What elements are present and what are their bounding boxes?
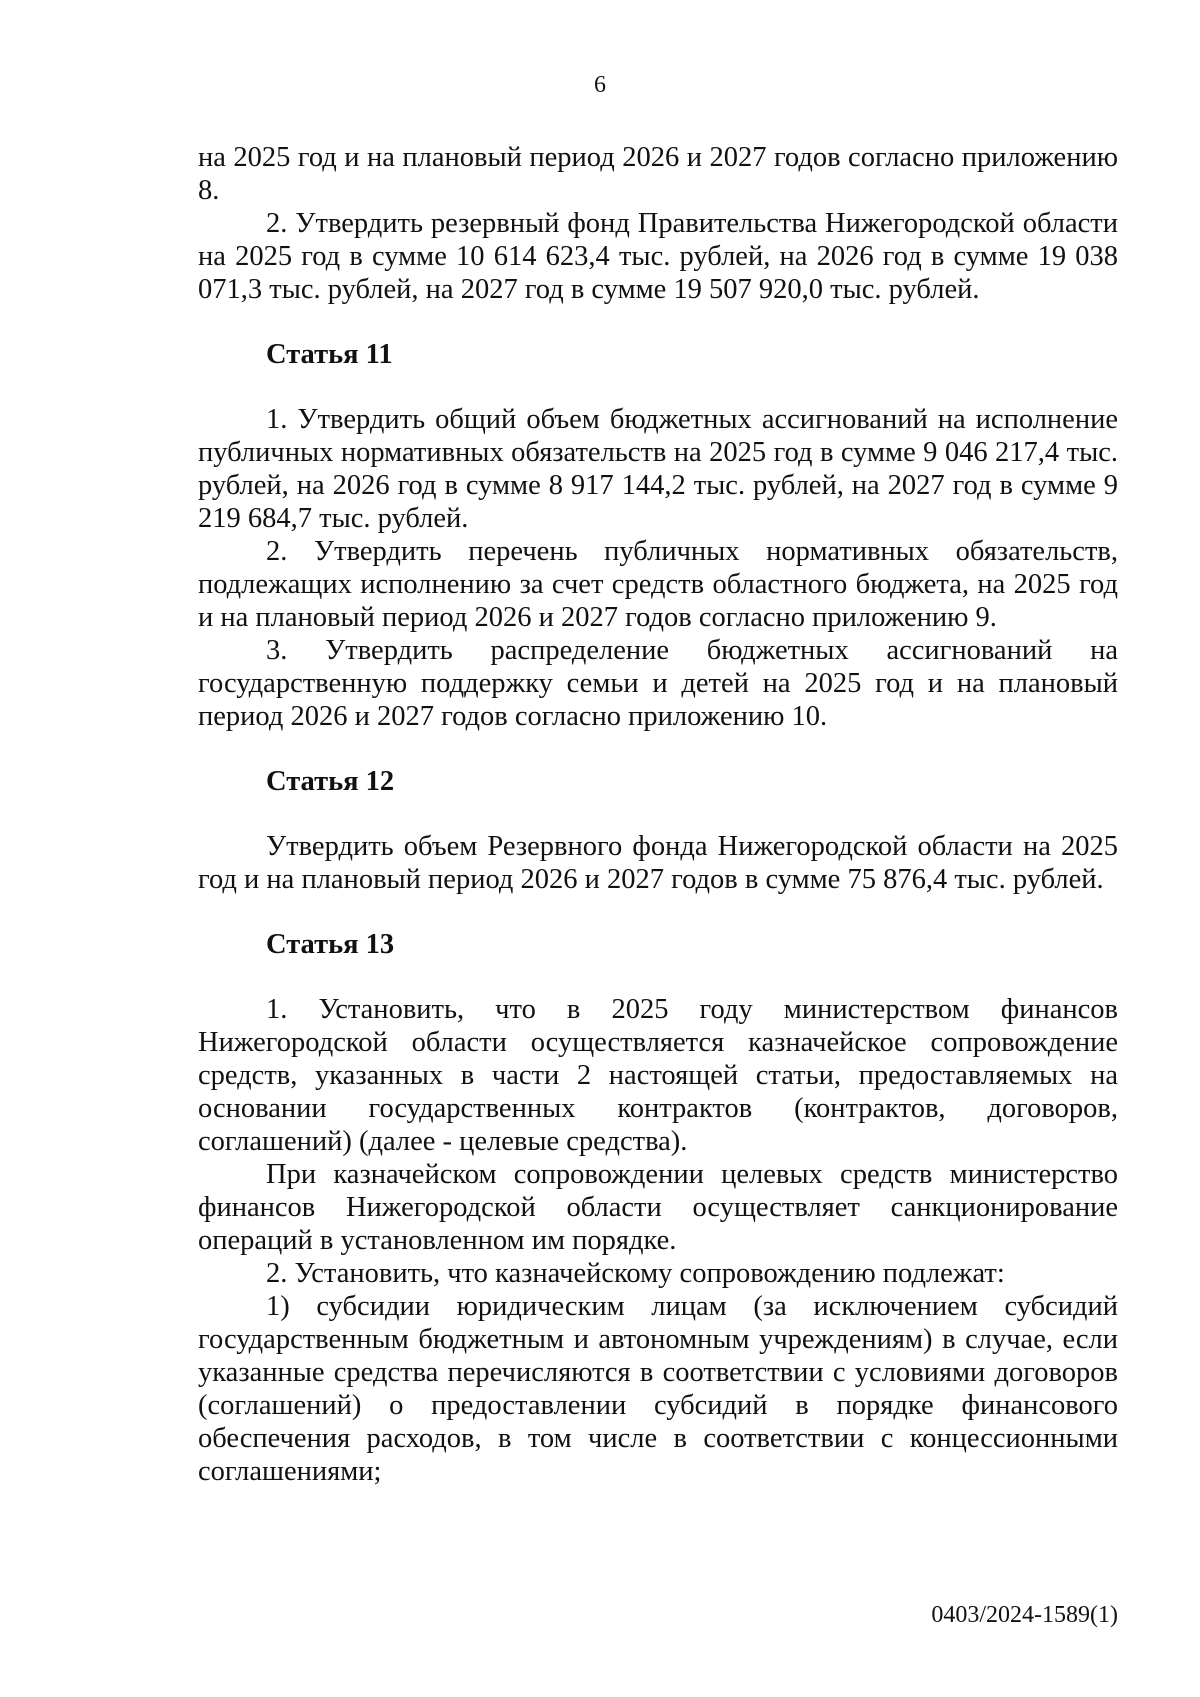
intro-item-2: 2. Утвердить резервный фонд Правительства Нижегородской области на 2025 год в сумме 10 614 623,4 тыс. рублей, на 2026 год в сумме 19 038 071,3 тыс. рублей, на 2027 год в сумме 19 507 920,0 тыс. рублей. (198, 208, 1118, 305)
article-12-text: Утвердить объем Резервного фонда Нижегородской области на 2025 год и на плановый период 2026 и 2027 годов в сумме 75 876,4 тыс. рублей. (198, 831, 1118, 895)
page-number: 6 (594, 72, 606, 98)
article-11-item-2: 2. Утвердить перечень публичных нормативных обязательств, подлежащих исполнению за счет средств областного бюджета, на 2025 год и на плановый период 2026 и 2027 годов согласно приложению 9. (198, 536, 1118, 633)
document-code: 0403/2024-1589(1) (931, 1602, 1118, 1628)
article-11-heading: Статья 11 (266, 339, 393, 370)
article-13-item-1: 1. Установить, что в 2025 году министерством финансов Нижегородской области осуществляется казначейское сопровождение средств, указанных в части 2 настоящей статьи, предоставляемых на основании государственных контрактов (контрактов, договоров, соглашений) (далее - целевые средства). (198, 994, 1118, 1157)
article-13-heading: Статья 13 (266, 929, 395, 960)
article-11-item-3: 3. Утвердить распределение бюджетных ассигнований на государственную поддержку семьи и детей на 2025 год и на плановый период 2026 и 2027 годов согласно приложению 10. (198, 635, 1118, 732)
intro-continuation: на 2025 год и на плановый период 2026 и 2027 годов согласно приложению 8. (198, 142, 1118, 206)
article-12-heading: Статья 12 (266, 766, 395, 797)
document-body (198, 141, 1118, 1488)
article-13-subitem-1: 1) субсидии юридическим лицам (за исключением субсидий государственным бюджетным и автономным учреждениям) в случае, если указанные средства перечисляются в соответствии с условиями договоров (соглашений) о предоставлении субсидий в порядке финансового обеспечения расходов, в том числе в соответствии с концессионными соглашениями; (198, 1291, 1118, 1487)
article-11-item-1: 1. Утвердить общий объем бюджетных ассигнований на исполнение публичных нормативных обязательств на 2025 год в сумме 9 046 217,4 тыс. рублей, на 2026 год в сумме 8 917 144,2 тыс. рублей, на 2027 год в сумме 9 219 684,7 тыс. рублей. (198, 404, 1118, 534)
article-13-item-2: 2. Установить, что казначейскому сопровождению подлежат: (266, 1258, 1005, 1289)
article-13-paragraph-2: При казначейском сопровождении целевых средств министерство финансов Нижегородской области осуществляет санкционирование операций в установленном им порядке. (198, 1159, 1118, 1256)
